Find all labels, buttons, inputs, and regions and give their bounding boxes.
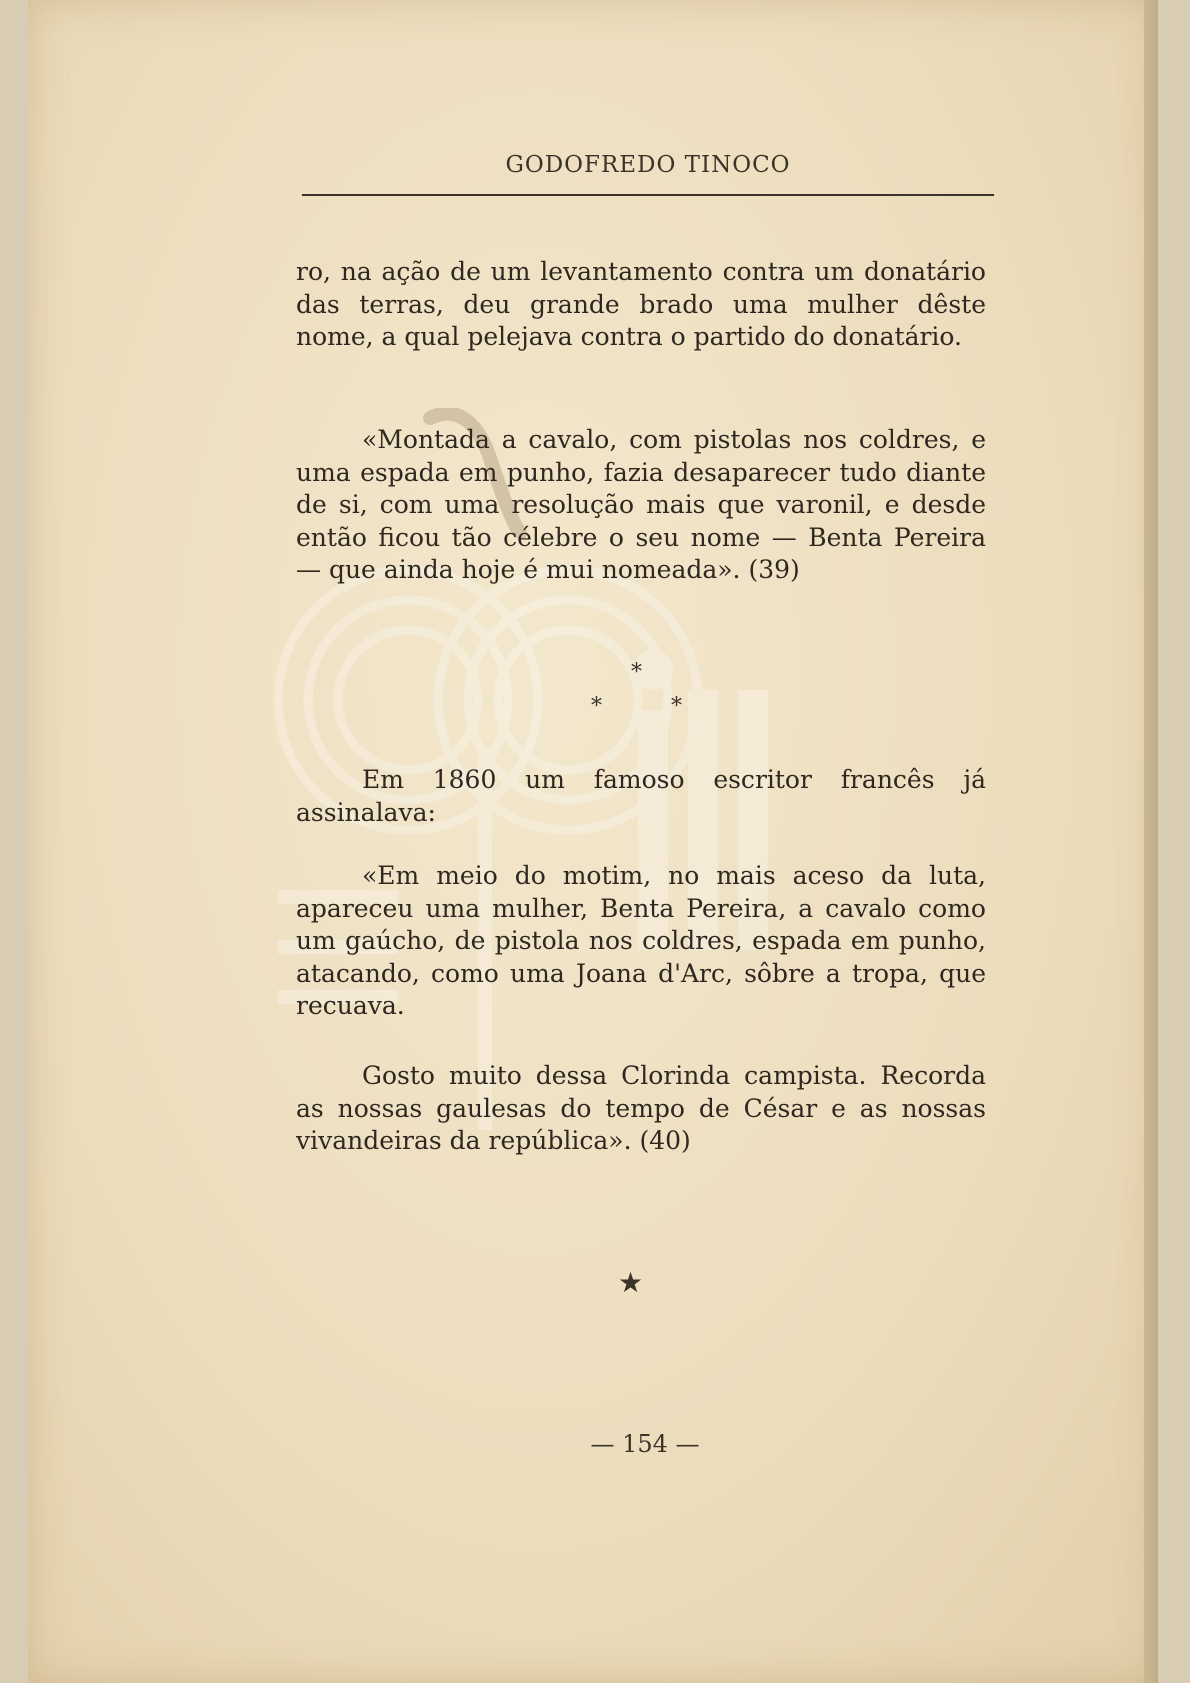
- paragraph-1: ro, na ação de um levantamento contra um donatário das terras, deu grande brado uma mulher dêste nome, a qual pelejava contra o partido do donatário.: [296, 257, 986, 351]
- paragraph-4-quote: «Em meio do motim, no mais aceso da luta, apareceu uma mulher, Benta Pereira, a cavalo como um gaúcho, de pistola nos coldres, espada em punho, atacando, como uma Joana d'Arc, sôbre a tropa, que recuava.: [296, 861, 986, 1020]
- asterism-star-left: *: [591, 694, 602, 719]
- paragraph-2-quote: «Montada a cavalo, com pistolas nos coldres, e uma espada em punho, fazia desaparecer tudo diante de si, com uma resolução mais que varonil, e desde então ficou tão célebre o seu nome — Benta Pereira — que ainda hoje é mui nomeada». (39): [296, 425, 986, 584]
- watermark-logo: [258, 560, 1038, 1140]
- section-asterism: [560, 660, 720, 720]
- asterism-star-top: *: [631, 660, 642, 685]
- end-star: ★: [618, 1266, 644, 1299]
- paragraph-5-quote: Gosto muito dessa Clorinda campista. Recorda as nossas gaulesas do tempo de César e as nossas vivandeiras da república». (40): [296, 1061, 986, 1155]
- page-edge: [1144, 0, 1158, 1683]
- running-header: GODOFREDO TINOCO: [505, 152, 791, 178]
- page-number: — 154 —: [590, 1430, 700, 1458]
- paragraph-3: Em 1860 um famoso escritor francês já assinalava:: [296, 765, 986, 827]
- header-rule: [302, 194, 994, 196]
- asterism-star-right: *: [671, 694, 682, 719]
